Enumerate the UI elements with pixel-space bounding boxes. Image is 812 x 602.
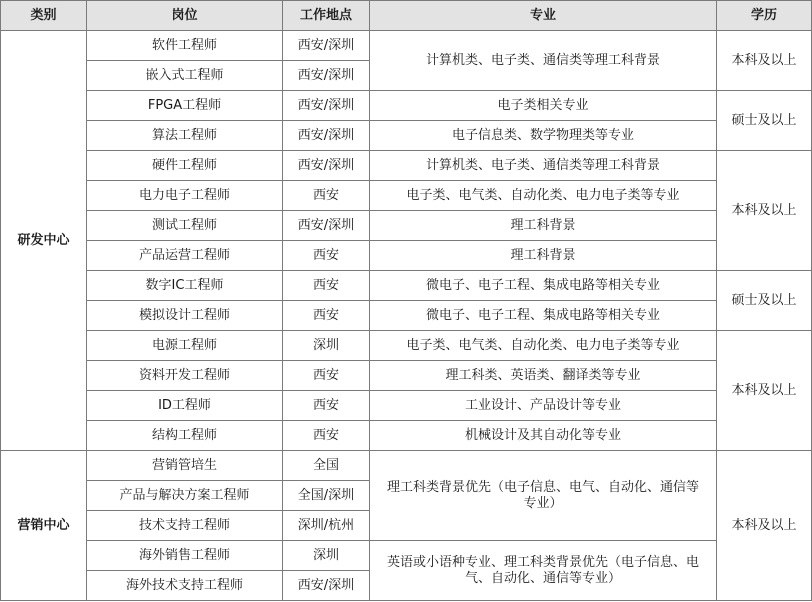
position-cell: 测试工程师 (87, 211, 283, 241)
location-cell: 西安 (283, 181, 370, 211)
header-major: 专业 (370, 1, 717, 31)
location-cell: 西安/深圳 (283, 91, 370, 121)
location-cell: 西安 (283, 271, 370, 301)
location-cell: 西安/深圳 (283, 31, 370, 61)
position-cell: 电源工程师 (87, 331, 283, 361)
location-cell: 全国/深圳 (283, 481, 370, 511)
education-cell: 本科及以上 (717, 331, 812, 451)
header-category: 类别 (1, 1, 87, 31)
table-header-row (1, 1, 812, 31)
major-cell: 电子类相关专业 (370, 91, 717, 121)
major-cell: 理工科背景 (370, 211, 717, 241)
table-row (1, 151, 812, 181)
table-row (1, 361, 812, 391)
location-cell: 西安/深圳 (283, 151, 370, 181)
table-row (1, 391, 812, 421)
position-cell: 硬件工程师 (87, 151, 283, 181)
education-cell: 本科及以上 (717, 31, 812, 91)
location-cell: 西安 (283, 301, 370, 331)
position-cell: 模拟设计工程师 (87, 301, 283, 331)
position-cell: 营销管培生 (87, 451, 283, 481)
table-row (1, 241, 812, 271)
table-row (1, 121, 812, 151)
category-cell: 研发中心 (1, 31, 87, 451)
education-cell: 硕士及以上 (717, 91, 812, 151)
major-cell: 微电子、电子工程、集成电路等相关专业 (370, 271, 717, 301)
position-cell: 结构工程师 (87, 421, 283, 451)
category-cell: 营销中心 (1, 451, 87, 601)
position-cell: 资料开发工程师 (87, 361, 283, 391)
major-cell: 微电子、电子工程、集成电路等相关专业 (370, 301, 717, 331)
location-cell: 西安 (283, 361, 370, 391)
header-position: 岗位 (87, 1, 283, 31)
position-cell: 技术支持工程师 (87, 511, 283, 541)
position-cell: 数字IC工程师 (87, 271, 283, 301)
location-cell: 西安/深圳 (283, 211, 370, 241)
major-cell: 理工科类背景优先（电子信息、电气、自动化、通信等专业） (370, 451, 717, 541)
table-row (1, 451, 812, 481)
position-cell: 软件工程师 (87, 31, 283, 61)
table-row (1, 541, 812, 571)
table-row (1, 91, 812, 121)
major-cell: 英语或小语种专业、理工科类背景优先（电子信息、电气、自动化、通信等专业） (370, 541, 717, 601)
location-cell: 西安/深圳 (283, 571, 370, 601)
position-cell: 产品与解决方案工程师 (87, 481, 283, 511)
location-cell: 深圳 (283, 541, 370, 571)
location-cell: 西安/深圳 (283, 121, 370, 151)
position-cell: 电力电子工程师 (87, 181, 283, 211)
table-row (1, 211, 812, 241)
location-cell: 西安 (283, 391, 370, 421)
table-row (1, 301, 812, 331)
location-cell: 深圳/杭州 (283, 511, 370, 541)
major-cell: 电子信息类、数学物理类等专业 (370, 121, 717, 151)
major-cell: 计算机类、电子类、通信类等理工科背景 (370, 151, 717, 181)
major-cell: 电子类、电气类、自动化类、电力电子类等专业 (370, 181, 717, 211)
location-cell: 深圳 (283, 331, 370, 361)
table-row (1, 331, 812, 361)
table-row (1, 421, 812, 451)
position-cell: 海外技术支持工程师 (87, 571, 283, 601)
education-cell: 本科及以上 (717, 151, 812, 271)
education-cell: 本科及以上 (717, 451, 812, 601)
location-cell: 西安 (283, 421, 370, 451)
table-row (1, 181, 812, 211)
header-education: 学历 (717, 1, 812, 31)
table-row (1, 31, 812, 61)
major-cell: 工业设计、产品设计等专业 (370, 391, 717, 421)
location-cell: 西安 (283, 241, 370, 271)
position-cell: 嵌入式工程师 (87, 61, 283, 91)
header-location: 工作地点 (283, 1, 370, 31)
position-cell: 产品运营工程师 (87, 241, 283, 271)
major-cell: 电子类、电气类、自动化类、电力电子类等专业 (370, 331, 717, 361)
education-cell: 硕士及以上 (717, 271, 812, 331)
position-cell: FPGA工程师 (87, 91, 283, 121)
table-row (1, 271, 812, 301)
major-cell: 理工科类、英语类、翻译类等专业 (370, 361, 717, 391)
position-cell: 海外销售工程师 (87, 541, 283, 571)
position-cell: ID工程师 (87, 391, 283, 421)
major-cell: 机械设计及其自动化等专业 (370, 421, 717, 451)
position-cell: 算法工程师 (87, 121, 283, 151)
major-cell: 计算机类、电子类、通信类等理工科背景 (370, 31, 717, 91)
major-cell: 理工科背景 (370, 241, 717, 271)
location-cell: 全国 (283, 451, 370, 481)
location-cell: 西安/深圳 (283, 61, 370, 91)
